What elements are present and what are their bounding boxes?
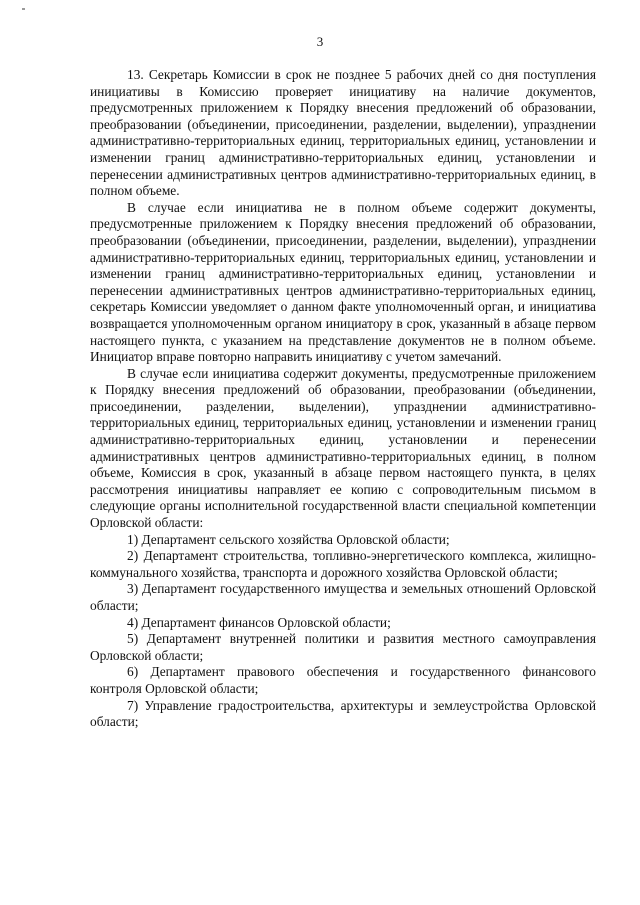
list-item: 7) Управление градостроительства, архитектуры и землеустройства Орловской области;: [90, 697, 596, 730]
paragraph-complete-documents: В случае если инициатива содержит документы, предусмотренные приложением к Порядку внесения предложений об образовании, преобразовании (объединении, присоединении, разделении, выделении), упразднении административно-территориальных единиц, территориальных единиц, установлении и изменении границ административно-территориальных единиц, установлении и перенесении административных центров административно-территориальных единиц, в полном объеме, Комиссия в срок, указанный в абзаце первом настоящего пункта, в целях рассмотрения инициативы направляет ее копию с сопроводительным письмом в следующие органы исполнительной государственной власти специальной компетенции Орловской области:: [90, 365, 596, 531]
paragraph-incomplete-documents: В случае если инициатива не в полном объеме содержит документы, предусмотренные приложением к Порядку внесения предложений об образовании, преобразовании (объединении, присоединении, разделении, выделении), упразднении административно-территориальных единиц, территориальных единиц, установлении и изменении границ административно-территориальных единиц, установлении и перенесении административных центров административно-территориальных единиц, секретарь Комиссии уведомляет о данном факте уполномоченный орган, и инициатива возвращается уполномоченным органом инициатору в срок, указанный в абзаце первом настоящего пункта, с указанием на представление документов не в полном объеме. Инициатор вправе повторно направить инициативу с учетом замечаний.: [90, 199, 596, 365]
scan-artifact: [22, 8, 25, 10]
document-body: [90, 67, 596, 731]
paragraph-item-13: 13. Секретарь Комиссии в срок не позднее 5 рабочих дней со дня поступления инициативы в Комиссию проверяет инициативу на наличие документов, предусмотренных приложением к Порядку внесения предложений об образовании, преобразовании (объединении, присоединении, разделении, выделении), упразднении административно-территориальных единиц, территориальных единиц, установлении и изменении границ административно-территориальных единиц, установлении и перенесении административных центров административно-территориальных единиц, в полном объеме.: [90, 67, 596, 199]
page-number: 3: [316, 34, 324, 49]
list-item: 2) Департамент строительства, топливно-энергетического комплекса, жилищно-коммунального хозяйства, транспорта и дорожного хозяйства Орловской области;: [90, 548, 596, 580]
list-item: 6) Департамент правового обеспечения и государственного финансового контроля Орловской области;: [90, 664, 596, 696]
list-item: 4) Департамент финансов Орловской области;: [127, 614, 391, 630]
list-item: 1) Департамент сельского хозяйства Орловской области;: [127, 531, 450, 547]
list-item: 5) Департамент внутренней политики и развития местного самоуправления Орловской области;: [90, 631, 596, 663]
list-item: 3) Департамент государственного имущества и земельных отношений Орловской области;: [90, 581, 596, 613]
